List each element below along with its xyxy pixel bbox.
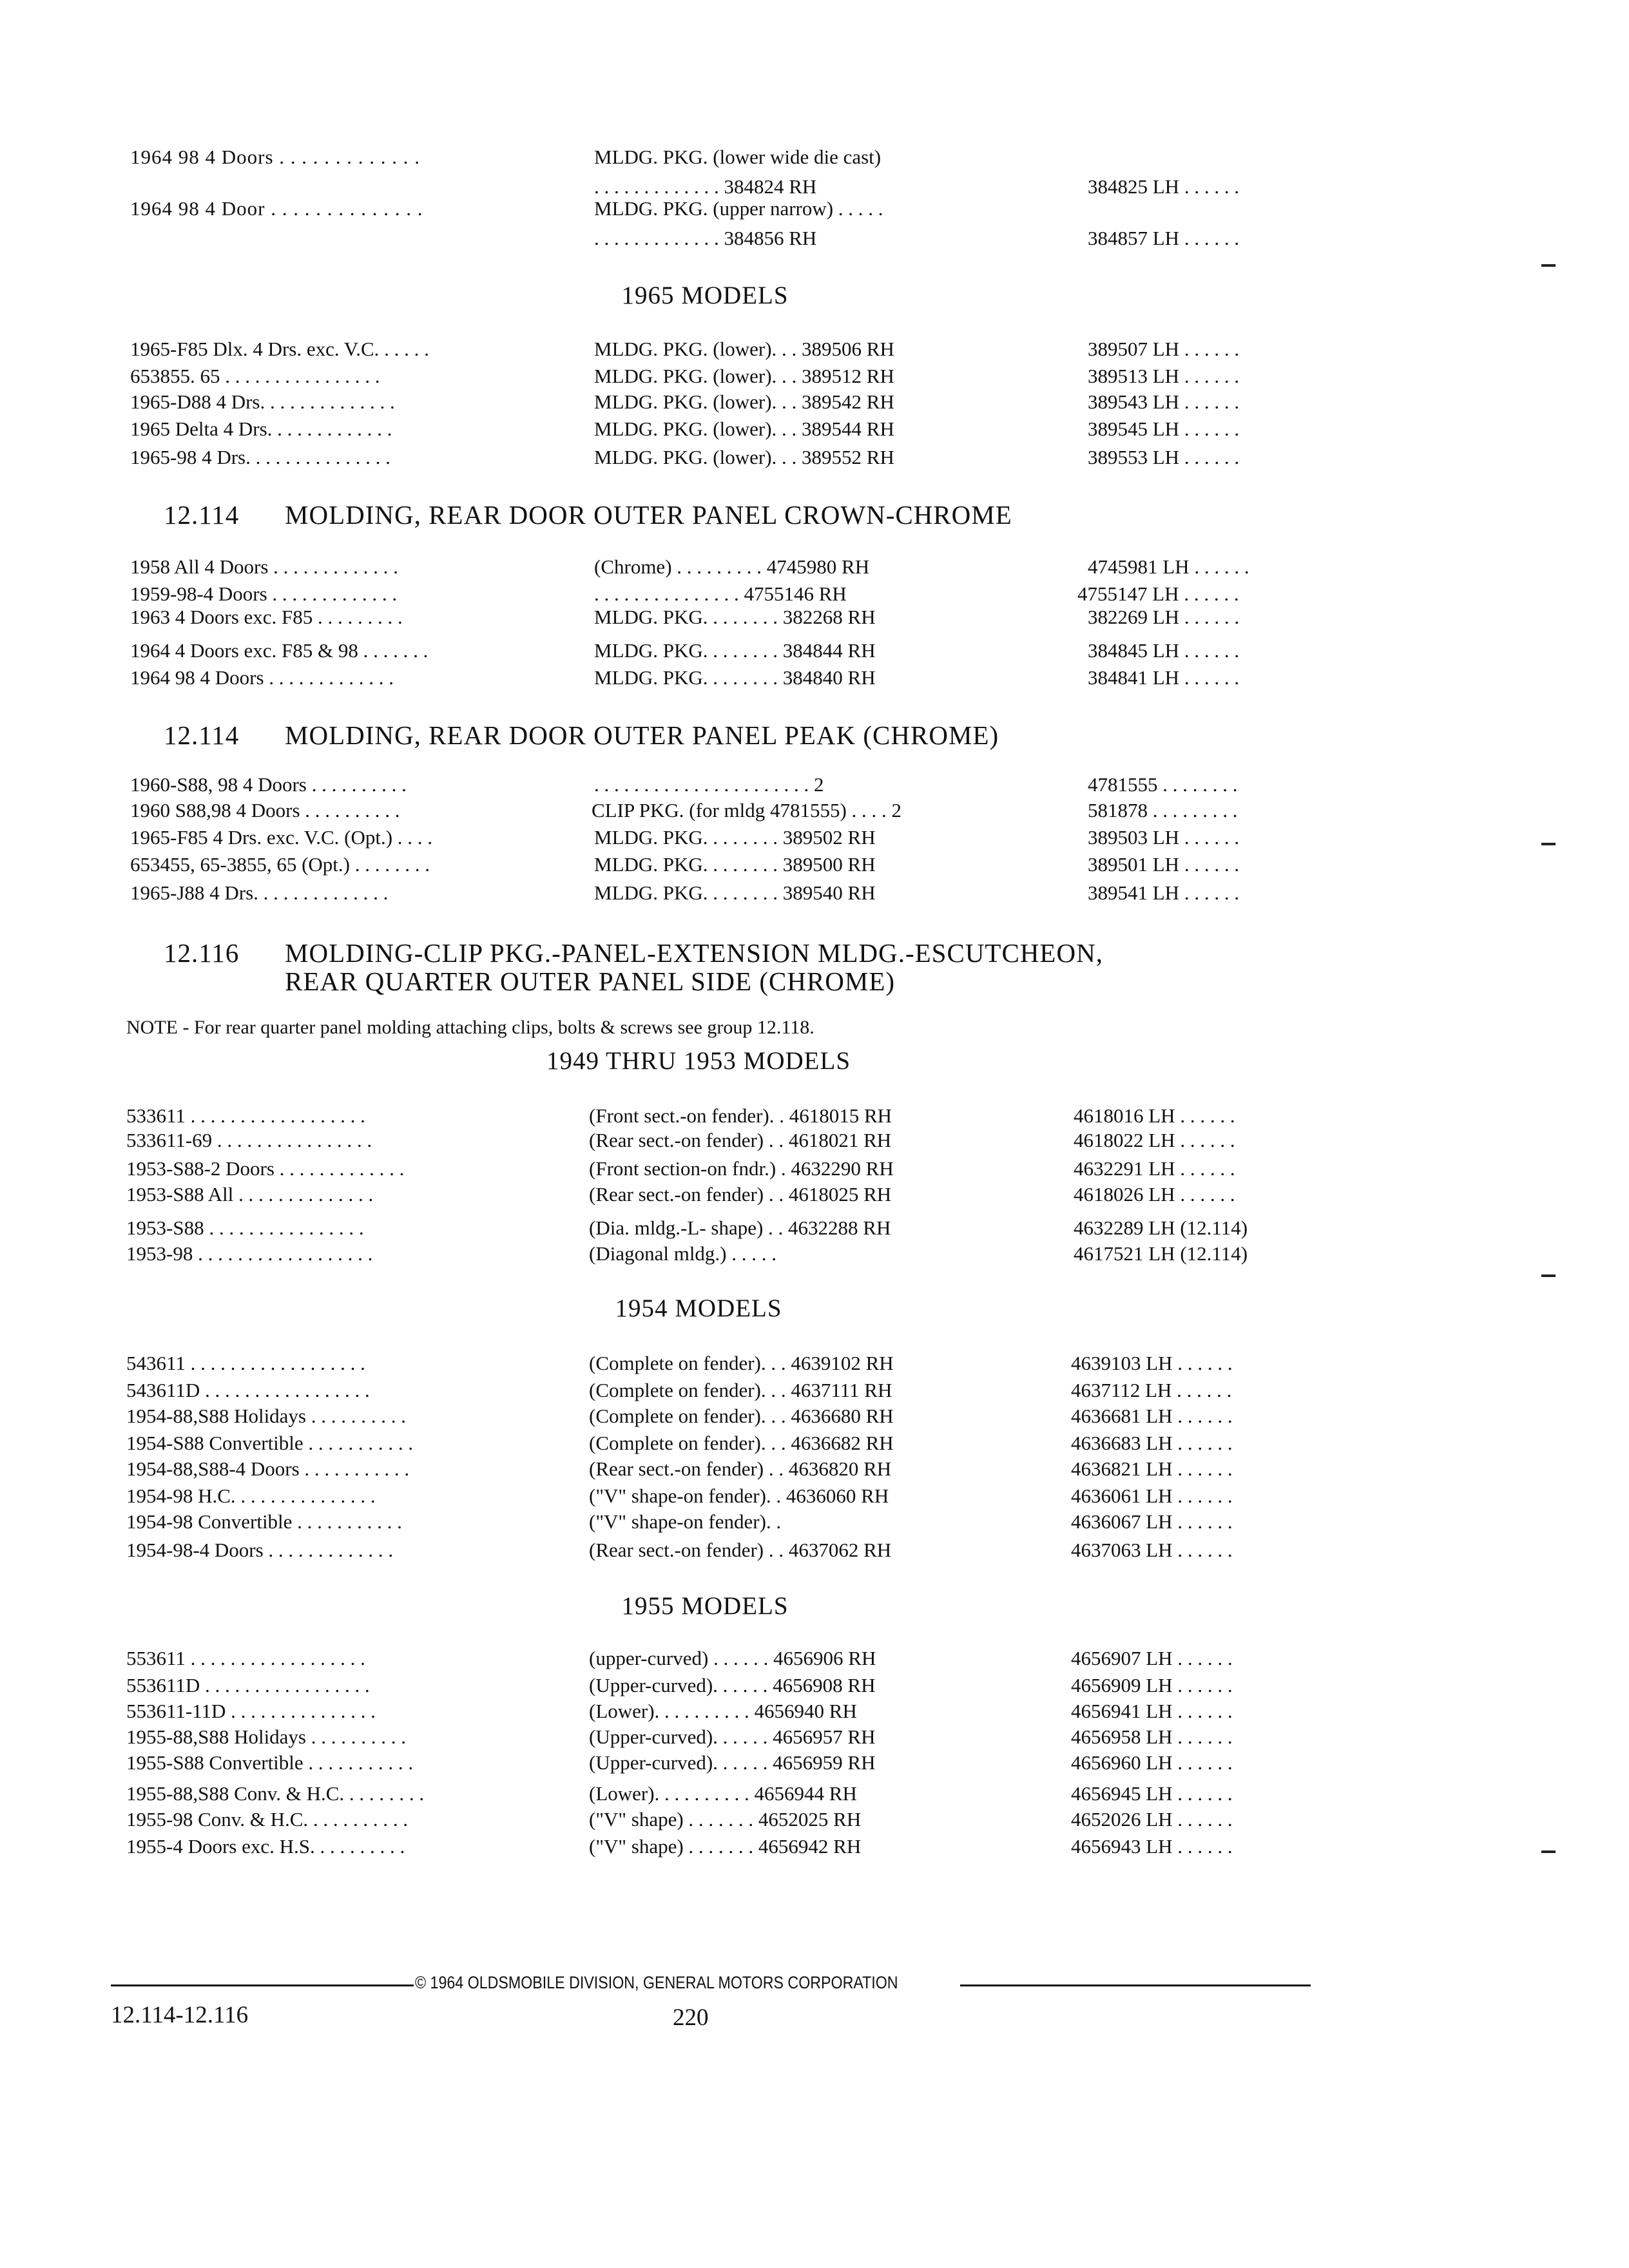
description-cell: ("V" shape-on fender). . — [589, 1510, 782, 1533]
description-cell: (Upper-curved). . . . . . 4656908 RH — [589, 1674, 876, 1696]
model-cell: 533611 . . . . . . . . . . . . . . . . . . — [126, 1104, 365, 1127]
table-row — [0, 1429, 1629, 1457]
model-cell: 1954-98 H.C. . . . . . . . . . . . . . . — [126, 1485, 376, 1507]
table-row — [0, 1697, 1629, 1725]
lh-part-cell: 4618026 LH . . . . . . — [1074, 1183, 1235, 1206]
lh-part-cell: 384825 LH . . . . . . — [1088, 175, 1240, 198]
description-cell: MLDG. PKG. . . . . . . . 382268 RH — [594, 606, 876, 628]
section-number: 12.114 — [164, 720, 240, 750]
subheading-1955-models: 1955 MODELS — [621, 1592, 789, 1620]
table-row — [0, 664, 1629, 692]
model-cell: 543611D . . . . . . . . . . . . . . . . . — [126, 1379, 370, 1401]
table-row — [0, 1376, 1629, 1405]
lh-part-cell: 389513 LH . . . . . . — [1088, 365, 1240, 387]
lh-part-cell: 4656941 LH . . . . . . — [1071, 1700, 1233, 1722]
model-cell: 1958 All 4 Doors . . . . . . . . . . . . . — [130, 555, 398, 578]
description-cell: (Lower). . . . . . . . . . 4656940 RH — [589, 1700, 857, 1722]
lh-part-cell: 4618022 LH . . . . . . — [1074, 1129, 1235, 1151]
description-cell: MLDG. PKG. (lower). . . 389542 RH — [594, 390, 894, 413]
description-cell: MLDG. PKG. (upper narrow) . . . . . — [594, 197, 883, 220]
description-cell: (upper-curved) . . . . . . 4656906 RH — [589, 1647, 876, 1669]
table-row — [0, 553, 1629, 581]
scan-mark — [1541, 264, 1556, 267]
model-cell: 1955-98 Conv. & H.C. . . . . . . . . . . — [126, 1808, 409, 1831]
lh-part-cell: 4639103 LH . . . . . . — [1071, 1352, 1233, 1374]
section-title: MOLDING, REAR DOOR OUTER PANEL CROWN-CHROME — [285, 500, 1012, 530]
model-cell: 1964 4 Doors exc. F85 & 98 . . . . . . . — [130, 639, 429, 662]
model-cell: 653455, 65-3855, 65 (Opt.) . . . . . . . . — [130, 853, 430, 876]
table-row — [0, 1780, 1629, 1808]
table-row — [0, 1126, 1629, 1155]
lh-part-cell: 4636821 LH . . . . . . — [1071, 1457, 1233, 1480]
description-cell: ("V" shape-on fender). . 4636060 RH — [589, 1485, 889, 1507]
subheading-1965-models: 1965 MODELS — [621, 282, 789, 309]
description-cell: (Front sect.-on fender). . 4618015 RH — [589, 1104, 892, 1127]
table-row — [0, 1402, 1629, 1430]
model-cell: 1954-88,S88 Holidays . . . . . . . . . . — [126, 1405, 406, 1427]
lh-part-cell: 4637063 LH . . . . . . — [1071, 1539, 1233, 1561]
table-row — [0, 1214, 1629, 1242]
table-row — [0, 1536, 1629, 1564]
table-row — [0, 1155, 1629, 1183]
description-cell: (Rear sect.-on fender) . . 4637062 RH — [589, 1539, 892, 1561]
description-cell: . . . . . . . . . . . . . . . . . . . . . . 2 — [594, 773, 824, 796]
lh-part-cell: 4656958 LH . . . . . . — [1071, 1725, 1233, 1748]
lh-part-cell: 4656907 LH . . . . . . — [1071, 1647, 1233, 1669]
description-cell: MLDG. PKG. . . . . . . . 384840 RH — [594, 666, 876, 689]
description-cell: (Complete on fender). . . 4639102 RH — [589, 1352, 894, 1374]
description-cell: (Chrome) . . . . . . . . . 4745980 RH — [594, 555, 870, 578]
model-cell: 1965-F85 4 Drs. exc. V.C. (Opt.) . . . . — [130, 826, 433, 849]
scan-mark — [1541, 1850, 1556, 1853]
table-row — [0, 195, 1629, 223]
section-title: MOLDING, REAR DOOR OUTER PANEL PEAK (CHROME) — [285, 720, 999, 750]
lh-part-cell: 4656945 LH . . . . . . — [1071, 1782, 1233, 1805]
lh-part-cell: 389545 LH . . . . . . — [1088, 418, 1240, 440]
table-row — [0, 1723, 1629, 1751]
table-row — [0, 1240, 1629, 1268]
table-row — [0, 143, 1629, 171]
table-row — [0, 1180, 1629, 1209]
lh-part-cell: 4632289 LH (12.114) — [1074, 1216, 1248, 1239]
lh-part-cell: 389541 LH . . . . . . — [1088, 881, 1240, 904]
lh-part-cell: 4617521 LH (12.114) — [1074, 1242, 1248, 1265]
table-row — [0, 1749, 1629, 1777]
lh-part-cell: 4656943 LH . . . . . . — [1071, 1835, 1233, 1858]
table-row — [0, 637, 1629, 665]
model-cell: 1965-F85 Dlx. 4 Drs. exc. V.C. . . . . . — [130, 338, 429, 360]
lh-part-cell: 389503 LH . . . . . . — [1088, 826, 1240, 849]
model-cell: 1965-J88 4 Drs. . . . . . . . . . . . . . — [130, 881, 389, 904]
lh-part-cell: 384845 LH . . . . . . — [1088, 639, 1240, 662]
lh-part-cell: 382269 LH . . . . . . — [1088, 606, 1240, 628]
model-cell: 1953-S88 All . . . . . . . . . . . . . . — [126, 1183, 374, 1206]
description-cell: CLIP PKG. (for mldg 4781555) . . . . 2 — [592, 799, 902, 822]
description-cell: MLDG. PKG. (lower). . . 389506 RH — [594, 338, 894, 360]
table-row — [0, 823, 1629, 852]
page-number: 220 — [673, 2004, 709, 2031]
model-cell: 533611-69 . . . . . . . . . . . . . . . . — [126, 1129, 372, 1151]
subheading-1954-models: 1954 MODELS — [615, 1294, 782, 1322]
table-row — [0, 1671, 1629, 1700]
section-number: 12.114 — [164, 500, 240, 530]
description-cell: ("V" shape) . . . . . . . 4656942 RH — [589, 1835, 862, 1858]
model-cell: 1963 4 Doors exc. F85 . . . . . . . . . — [130, 606, 403, 628]
part-cell: 4781555 . . . . . . . . — [1088, 773, 1238, 796]
description-cell: MLDG. PKG. (lower). . . 389544 RH — [594, 418, 894, 440]
table-row — [0, 1832, 1629, 1861]
lh-part-cell: 4652026 LH . . . . . . — [1071, 1808, 1233, 1831]
lh-part-cell: 4656960 LH . . . . . . — [1071, 1751, 1233, 1774]
model-cell: 1954-88,S88-4 Doors . . . . . . . . . . . — [126, 1457, 410, 1480]
table-row — [0, 443, 1629, 472]
scan-mark — [1541, 1274, 1556, 1277]
model-cell: 1964 98 4 Doors . . . . . . . . . . . . . — [130, 146, 421, 168]
model-cell: 1965-D88 4 Drs. . . . . . . . . . . . . . — [130, 390, 395, 413]
description-cell: (Upper-curved). . . . . . 4656959 RH — [589, 1751, 876, 1774]
description-cell: MLDG. PKG. (lower wide die cast) — [594, 146, 882, 168]
description-cell: . . . . . . . . . . . . . 384824 RH — [594, 175, 817, 198]
description-cell: MLDG. PKG. (lower). . . 389512 RH — [594, 365, 894, 387]
lh-part-cell: 4636683 LH . . . . . . — [1071, 1432, 1233, 1454]
section-heading-clip — [164, 938, 1452, 1003]
table-row — [0, 879, 1629, 907]
description-cell: (Rear sect.-on fender) . . 4618025 RH — [589, 1183, 892, 1206]
section-title-line2: REAR QUARTER OUTER PANEL SIDE (CHROME) — [285, 966, 896, 996]
description-cell: (Complete on fender). . . 4637111 RH — [589, 1379, 892, 1401]
description-cell: ("V" shape) . . . . . . . 4652025 RH — [589, 1808, 862, 1831]
section-number: 12.116 — [164, 938, 240, 968]
copyright-text: © 1964 OLDSMOBILE DIVISION, GENERAL MOTORS CORPORATION — [415, 1973, 898, 1992]
table-row — [0, 771, 1629, 799]
lh-part-cell: 4755147 LH . . . . . . — [1077, 582, 1239, 605]
footer-rule-right — [960, 1984, 1311, 1986]
lh-part-cell: 4656909 LH . . . . . . — [1071, 1674, 1233, 1696]
section-title-line1: MOLDING-CLIP PKG.-PANEL-EXTENSION MLDG.-ESCUTCHEON, — [285, 938, 1103, 968]
description-cell: MLDG. PKG. . . . . . . . 389500 RH — [594, 853, 876, 876]
table-row — [0, 1644, 1629, 1673]
model-cell: 653855. 65 . . . . . . . . . . . . . . . . — [130, 365, 380, 387]
model-cell: 1959-98-4 Doors . . . . . . . . . . . . . — [130, 582, 398, 605]
model-cell: 1960 S88,98 4 Doors . . . . . . . . . . — [130, 799, 400, 822]
lh-part-cell: 4632291 LH . . . . . . — [1074, 1157, 1235, 1180]
table-row — [0, 388, 1629, 416]
lh-part-cell: 389501 LH . . . . . . — [1088, 853, 1240, 876]
lh-part-cell: 4637112 LH . . . . . . — [1071, 1379, 1232, 1401]
model-cell: 1954-S88 Convertible . . . . . . . . . . . — [126, 1432, 414, 1454]
table-row — [0, 335, 1629, 363]
lh-part-cell: 389543 LH . . . . . . — [1088, 390, 1240, 413]
table-row — [0, 1805, 1629, 1834]
description-cell: (Dia. mldg.-L- shape) . . 4632288 RH — [589, 1216, 891, 1239]
model-cell: 1953-98 . . . . . . . . . . . . . . . . . . — [126, 1242, 373, 1265]
lh-part-cell: 4636681 LH . . . . . . — [1071, 1405, 1233, 1427]
model-cell: 543611 . . . . . . . . . . . . . . . . . . — [126, 1352, 365, 1374]
description-cell: MLDG. PKG. . . . . . . . 384844 RH — [594, 639, 876, 662]
scan-mark — [1541, 843, 1556, 845]
lh-part-cell: 4745981 LH . . . . . . — [1088, 555, 1249, 578]
subheading-1949-models: 1949 THRU 1953 MODELS — [546, 1047, 851, 1075]
description-cell: MLDG. PKG. (lower). . . 389552 RH — [594, 446, 894, 468]
table-row — [0, 603, 1629, 631]
table-row — [0, 1455, 1629, 1483]
model-cell: 1965 Delta 4 Drs. . . . . . . . . . . . . — [130, 418, 392, 440]
model-cell: 1955-88,S88 Conv. & H.C. . . . . . . . . — [126, 1782, 425, 1805]
model-cell: 1965-98 4 Drs. . . . . . . . . . . . . . . — [130, 446, 390, 468]
description-cell: (Rear sect.-on fender) . . 4636820 RH — [589, 1457, 892, 1480]
description-cell: (Complete on fender). . . 4636682 RH — [589, 1432, 894, 1454]
model-cell: 1954-98 Convertible . . . . . . . . . . . — [126, 1510, 402, 1533]
model-cell: 1960-S88, 98 4 Doors . . . . . . . . . . — [130, 773, 407, 796]
footer-rule-left — [111, 1984, 414, 1986]
description-cell: (Front section-on fndr.) . 4632290 RH — [589, 1157, 894, 1180]
model-cell: 1953-S88-2 Doors . . . . . . . . . . . . . — [126, 1157, 405, 1180]
description-cell: . . . . . . . . . . . . . . . 4755146 RH — [594, 582, 847, 605]
description-cell: (Rear sect.-on fender) . . 4618021 RH — [589, 1129, 892, 1151]
table-row — [0, 1482, 1629, 1510]
description-cell: (Lower). . . . . . . . . . 4656944 RH — [589, 1782, 857, 1805]
description-cell: (Upper-curved). . . . . . 4656957 RH — [589, 1725, 876, 1748]
note-text: NOTE - For rear quarter panel molding attaching clips, bolts & screws see group 12.118. — [126, 1017, 815, 1038]
lh-part-cell: 384841 LH . . . . . . — [1088, 666, 1240, 689]
table-row — [0, 224, 1629, 253]
lh-part-cell: 4636067 LH . . . . . . — [1071, 1510, 1233, 1533]
model-cell: 1954-98-4 Doors . . . . . . . . . . . . . — [126, 1539, 394, 1561]
description-cell: MLDG. PKG. . . . . . . . 389502 RH — [594, 826, 876, 849]
model-cell: 1955-S88 Convertible . . . . . . . . . . . — [126, 1751, 414, 1774]
lh-part-cell: 384857 LH . . . . . . — [1088, 227, 1240, 249]
table-row — [0, 850, 1629, 879]
model-cell: 553611 . . . . . . . . . . . . . . . . . . — [126, 1647, 365, 1669]
description-cell: (Diagonal mldg.) . . . . . — [589, 1242, 777, 1265]
model-cell: 553611D . . . . . . . . . . . . . . . . . — [126, 1674, 370, 1696]
lh-part-cell: 4618016 LH . . . . . . — [1074, 1104, 1235, 1127]
model-cell: 1964 98 4 Doors . . . . . . . . . . . . . — [130, 666, 394, 689]
table-row — [0, 1349, 1629, 1378]
description-cell: (Complete on fender). . . 4636680 RH — [589, 1405, 894, 1427]
table-row — [0, 796, 1629, 825]
model-cell: 1953-S88 . . . . . . . . . . . . . . . . — [126, 1216, 364, 1239]
model-cell: 553611-11D . . . . . . . . . . . . . . . — [126, 1700, 376, 1722]
model-cell: 1955-4 Doors exc. H.S. . . . . . . . . . — [126, 1835, 405, 1858]
table-row — [0, 415, 1629, 443]
lh-part-cell: 389507 LH . . . . . . — [1088, 338, 1240, 360]
footer-group-number: 12.114-12.116 — [111, 2002, 249, 2028]
model-cell: 1955-88,S88 Holidays . . . . . . . . . . — [126, 1725, 406, 1748]
description-cell: MLDG. PKG. . . . . . . . 389540 RH — [594, 881, 876, 904]
part-cell: 581878 . . . . . . . . . — [1088, 799, 1238, 822]
lh-part-cell: 389553 LH . . . . . . — [1088, 446, 1240, 468]
table-row — [0, 362, 1629, 390]
table-row — [0, 1508, 1629, 1536]
model-cell: 1964 98 4 Door . . . . . . . . . . . . . . — [130, 197, 423, 220]
description-cell: . . . . . . . . . . . . . 384856 RH — [594, 227, 817, 249]
lh-part-cell: 4636061 LH . . . . . . — [1071, 1485, 1233, 1507]
